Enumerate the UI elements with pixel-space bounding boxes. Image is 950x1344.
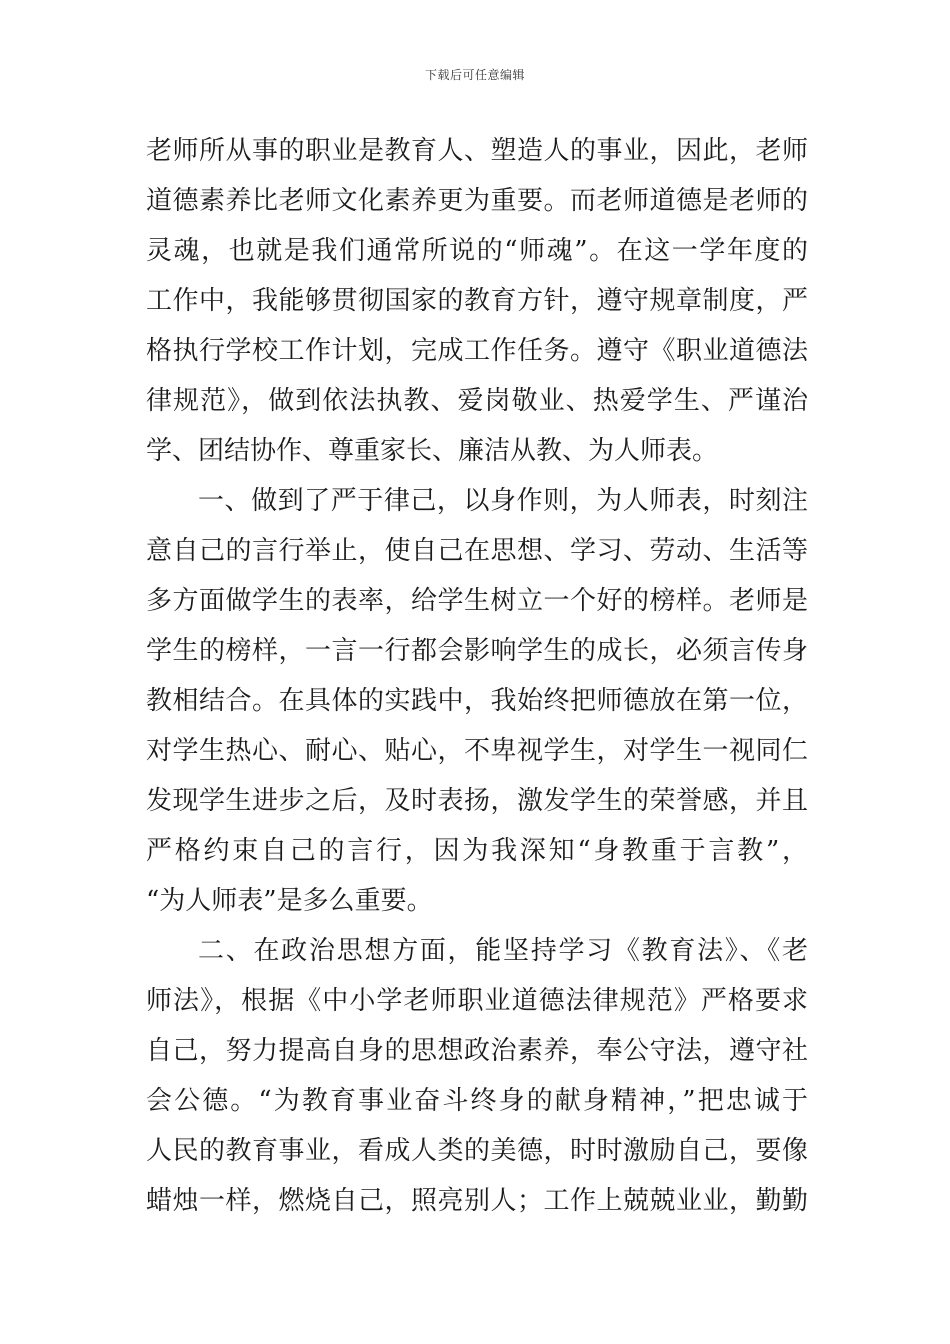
text-line: 蜡烛一样，燃烧自己，照亮别人；工作上兢兢业业，勤勤 <box>146 1186 808 1216</box>
paragraph <box>146 126 808 476</box>
text-line: 灵魂，也就是我们通常所说的“师魂”。在这一学年度的 <box>146 236 808 266</box>
text-line: 道德素养比老师文化素养更为重要。而老师道德是老师的 <box>146 186 808 216</box>
document-body <box>146 126 808 1226</box>
paragraph <box>146 926 808 1226</box>
paragraph <box>146 476 808 926</box>
text-line: 严格约束自己的言行，因为我深知“身教重于言教”， <box>146 836 808 866</box>
text-line: 师法》，根据《中小学老师职业道德法律规范》严格要求 <box>146 986 808 1016</box>
text-line: 人民的教育事业，看成人类的美德，时时激励自己，要像 <box>146 1136 808 1166</box>
text-line: 多方面做学生的表率，给学生树立一个好的榜样。老师是 <box>146 586 808 616</box>
text-line: 对学生热心、耐心、贴心，不卑视学生，对学生一视同仁 <box>146 736 808 766</box>
text-line: 自己，努力提高自身的思想政治素养，奉公守法，遵守社 <box>146 1036 808 1066</box>
text-line: 发现学生进步之后，及时表扬，激发学生的荣誉感，并且 <box>146 786 808 816</box>
text-line: 一、做到了严于律己，以身作则，为人师表，时刻注 <box>198 486 808 516</box>
text-line: 教相结合。在具体的实践中，我始终把师德放在第一位， <box>146 686 808 716</box>
page-header-note: 下载后可任意编辑 <box>424 68 525 82</box>
text-line: 律规范》，做到依法执教、爱岗敬业、热爱学生、严谨治 <box>146 386 808 416</box>
text-line: 学生的榜样，一言一行都会影响学生的成长，必须言传身 <box>146 636 808 666</box>
text-line: 工作中，我能够贯彻国家的教育方针，遵守规章制度，严 <box>146 286 808 316</box>
text-line: 格执行学校工作计划，完成工作任务。遵守《职业道德法 <box>146 336 808 366</box>
text-line: “为人师表”是多么重要。 <box>146 886 433 916</box>
text-line: 学、团结协作、尊重家长、廉洁从教、为人师表。 <box>146 436 719 466</box>
text-line: 二、在政治思想方面，能坚持学习《教育法》、《老 <box>198 936 808 966</box>
text-line: 意自己的言行举止，使自己在思想、学习、劳动、生活等 <box>146 536 808 566</box>
text-line: 会公德。“为教育事业奋斗终身的献身精神，”把忠诚于 <box>146 1086 808 1116</box>
text-line: 老师所从事的职业是教育人、塑造人的事业，因此，老师 <box>146 136 808 166</box>
